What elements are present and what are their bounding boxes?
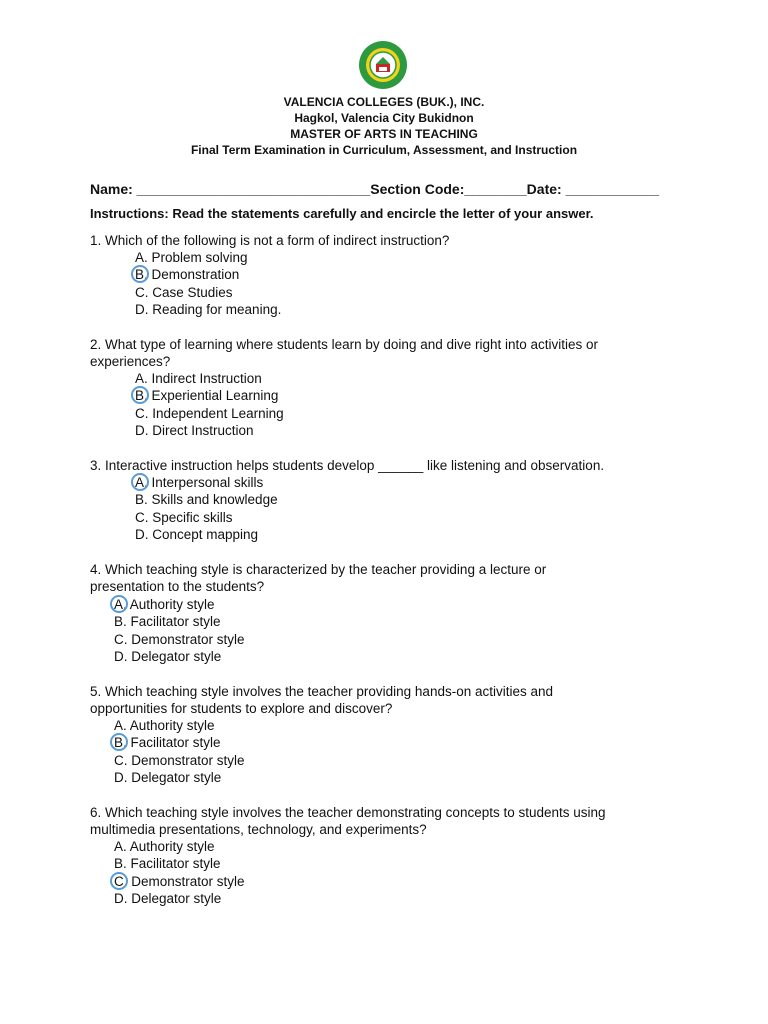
question-4-option-a[interactable]: A. Authority style xyxy=(114,597,215,612)
question-1-text: 1. Which of the following is not a form of indirect instruction? xyxy=(90,233,450,248)
instructions: Instructions: Read the statements carefully and encircle the letter of your answer. xyxy=(90,206,594,221)
name-section-date-line: Name: ______________________________Section Code:________Date: ____________ xyxy=(90,181,660,197)
question-4-option-b[interactable]: B. Facilitator style xyxy=(114,614,221,630)
question-5-text: opportunities for students to explore and discover? xyxy=(90,701,393,716)
question-6-option-c[interactable]: C. Demonstrator style xyxy=(114,873,245,889)
school-name: VALENCIA COLLEGES (BUK.), INC. xyxy=(283,95,485,109)
question-2-option-a[interactable]: A. Indirect Instruction xyxy=(135,371,262,386)
question-5-option-c[interactable]: C. Demonstrator style xyxy=(114,752,245,768)
question-6-text: multimedia presentations, technology, and experiments? xyxy=(90,822,427,837)
question-3-text: 3. Interactive instruction helps students develop ______ like listening and observation. xyxy=(90,458,605,473)
question-2-text: 2. What type of learning where students learn by doing and dive right into activities or xyxy=(90,337,599,352)
question-1-option-c[interactable]: C. Case Studies xyxy=(135,284,233,300)
logo-seal-icon xyxy=(359,41,407,89)
question-2-option-b[interactable]: B. Experiential Learning xyxy=(135,388,279,404)
school-logo xyxy=(353,40,413,90)
question-2-option-c[interactable]: C. Independent Learning xyxy=(135,405,284,421)
question-3-option-a[interactable]: A. Interpersonal skills xyxy=(135,475,264,490)
question-2-option-d[interactable]: D. Direct Instruction xyxy=(135,423,254,439)
exam-title: Final Term Examination in Curriculum, Assessment, and Instruction xyxy=(190,143,578,157)
question-5-option-d[interactable]: D. Delegator style xyxy=(114,770,222,786)
question-6-text: 6. Which teaching style involves the teacher demonstrating concepts to students using xyxy=(90,805,606,820)
question-3-option-b[interactable]: B. Skills and knowledge xyxy=(135,492,278,508)
school-address: Hagkol, Valencia City Bukidnon xyxy=(294,111,474,125)
answer-circle-icon xyxy=(110,595,128,613)
question-3-option-d[interactable]: D. Concept mapping xyxy=(135,527,259,543)
question-4-text: 4. Which teaching style is characterized by the teacher providing a lecture or xyxy=(90,562,547,577)
question-6-option-d[interactable]: D. Delegator style xyxy=(114,891,222,907)
question-3-option-c[interactable]: C. Specific skills xyxy=(135,509,233,525)
question-4-text: presentation to the students? xyxy=(90,579,265,594)
question-6-option-a[interactable]: A. Authority style xyxy=(114,839,215,854)
program-title: MASTER OF ARTS IN TEACHING xyxy=(290,127,478,141)
question-5-option-b[interactable]: B. Facilitator style xyxy=(114,735,221,751)
question-5-text: 5. Which teaching style involves the teacher providing hands-on activities and xyxy=(90,684,554,699)
answer-circle-icon xyxy=(131,473,149,491)
question-6-option-b[interactable]: B. Facilitator style xyxy=(114,856,221,872)
question-5-option-a[interactable]: A. Authority style xyxy=(114,718,215,733)
answer-circle-icon xyxy=(110,872,128,890)
question-4-option-d[interactable]: D. Delegator style xyxy=(114,649,222,665)
question-1-option-b[interactable]: B. Demonstration xyxy=(135,267,240,283)
question-1-option-a[interactable]: A. Problem solving xyxy=(135,250,248,265)
question-2-text: experiences? xyxy=(90,354,171,369)
question-1-option-d[interactable]: D. Reading for meaning. xyxy=(135,302,282,318)
question-4-option-c[interactable]: C. Demonstrator style xyxy=(114,631,245,647)
